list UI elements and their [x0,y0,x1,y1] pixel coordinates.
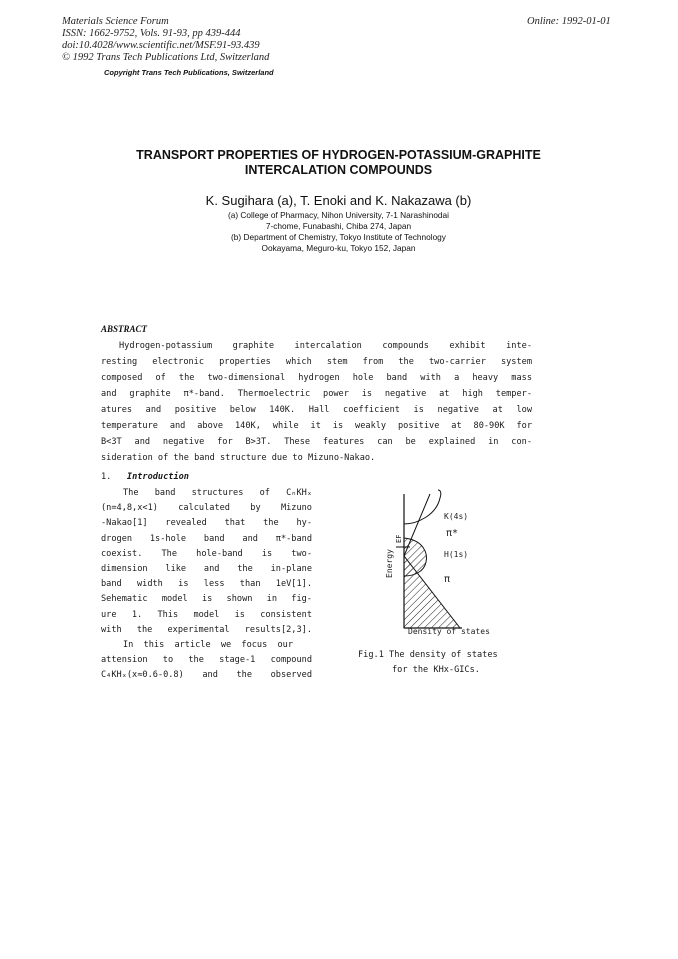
intro-heading [101,472,189,482]
abstract-line: and graphite π*-band. Thermoelectric power is negative at high temper- [101,389,532,399]
intro-title: Introduction [126,472,189,482]
intro-line: -Nakao[1] revealed that the hy- [101,518,312,529]
abstract-line: composed of the two-dimensional hydrogen hole band with a heavy mass [101,373,532,383]
pi-star-label: π* [446,528,459,539]
figure-caption [358,648,498,678]
copyright-line: © 1992 Trans Tech Publications Ltd, Switzerland [62,52,270,63]
h1s-band [404,538,426,576]
intro-line: In this article we focus our [123,640,293,651]
caption-line: for the KHx-GICs. [392,665,480,675]
title-line-1: TRANSPORT PROPERTIES OF HYDROGEN-POTASSIUM-GRAPHITE [136,148,541,162]
intro-line: drogen 1s-hole band and π*-band [101,533,312,544]
abstract-heading: ABSTRACT [101,324,148,334]
intro-line: with the experimental results[2,3]. [101,624,312,635]
paper-title [90,148,587,178]
abstract-line: Hydrogen-potassium graphite intercalation compounds exhibit inte- [119,341,532,351]
intro-line: coexist. The hole-band is two- [101,548,312,559]
intro-line: The band structures of CₙKHₓ [123,488,312,498]
caption-line: Fig.1 The density of states [358,650,498,660]
k4s-label: K(4s) [444,512,469,521]
abstract-line: B<3T and negative for B>3T. These features can be explained in con- [101,437,532,447]
affiliation-line: (b) Department of Chemistry, Tokyo Institute of Technology [231,232,446,242]
intro-line: dimension like and the in-plane [101,564,312,575]
k4s-band [404,490,441,524]
affiliation-line: 7-chome, Funabashi, Chiba 274, Japan [265,221,412,231]
intro-line: attension to the stage-1 compound [101,655,312,666]
intro-line: ure 1. This model is consistent [101,609,312,620]
abstract-line: atures and positive below 140K. Hall coefficient is negative at low [101,405,532,415]
energy-label: Energy [385,549,394,578]
intro-line: band width is less than 1eV[1]. [101,579,312,590]
intro-line: Sehematic model is shown in fig- [101,594,312,605]
ef-label: EF [395,534,403,543]
affiliations [90,210,587,254]
intro-line: C₄KHₓ(x≈0.6-0.8) and the observed [101,670,312,681]
abstract-body [101,338,532,466]
authors: K. Sugihara (a), T. Enoki and K. Nakazawa (b) [205,193,472,208]
intro-body [101,486,312,684]
journal-name: Materials Science Forum [62,16,169,27]
title-line-2: INTERCALATION COMPOUNDS [244,163,433,177]
abstract-line: sideration of the band structure due to Mizuno-Nakao. [101,453,376,463]
copyright-small: Copyright Trans Tech Publications, Switzerland [104,68,274,77]
abstract-line: temperature and above 140K, while it is weakly positive at 80-90K for [101,421,532,431]
affiliation-line: (a) College of Pharmacy, Nihon University, 7-1 Narashinodai [227,210,450,220]
intro-number: 1. [101,472,112,482]
online-date: Online: 1992-01-01 [527,16,611,27]
issn-line: ISSN: 1662-9752, Vols. 91-93, pp 439-444 [62,28,241,39]
dos-label: Density of states [408,627,490,636]
abstract-line: resting electronic properties which stem from the two-carrier system [101,357,532,367]
affiliation-line: Ookayama, Meguro-ku, Tokyo 152, Japan [261,243,416,253]
pi-label: π [444,574,451,585]
doi-line: doi:10.4028/www.scientific.net/MSF.91-93.439 [62,40,260,51]
h1s-label: H(1s) [444,550,469,559]
intro-line: (n=4,8,x<1) calculated by Mizuno [101,503,312,514]
